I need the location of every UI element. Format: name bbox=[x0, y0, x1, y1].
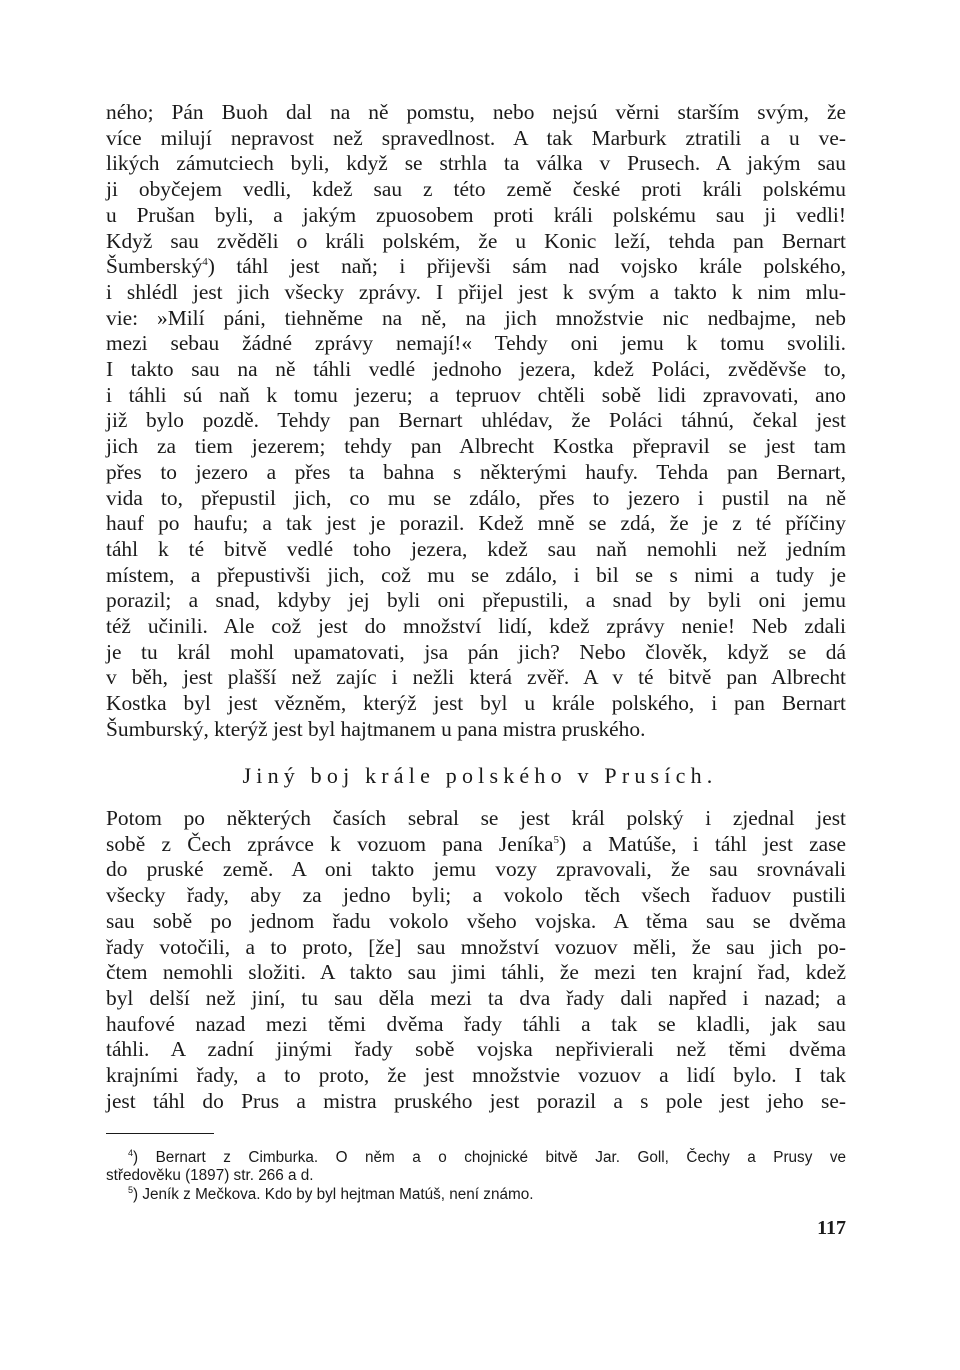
text-line: mezi sebau žádné zprávy nemají!« Tehdy oni jemu k tomu svolili. bbox=[106, 331, 846, 356]
text-line: do pruské země. A oni takto jemu vozy zpravovali, že sau srovnávali bbox=[106, 857, 846, 882]
text-line: v běh, jest plašší než zajíc i nežli která zvěř. A v té bitvě pan Albrecht bbox=[106, 665, 846, 690]
text-line bbox=[106, 832, 846, 858]
text-line: i táhli sú naň k tomu jezeru; a tepruov chtěli sobě lidi zpravovati, ano bbox=[106, 382, 846, 407]
text-line: Potom po některých časích sebral se jest král polský i zjednal jest bbox=[106, 806, 846, 830]
paragraph-1 bbox=[106, 100, 846, 743]
footnote-text: ) Jeník z Mečkova. Kdo by byl hejtman Matúš, není známo. bbox=[133, 1185, 534, 1203]
text-line: všecky řady, aby za jedno byli; a vokolo těch všech řaduov pustili bbox=[106, 883, 846, 908]
line-text: sobě z Čech zprávce k vozuom pana Jeníka bbox=[106, 831, 554, 856]
text-line: čtem nemohli složiti. A takto sau jimi táhli, že mezi ten krajní řad, kdež bbox=[106, 960, 846, 985]
footnote-text: středověku (1897) str. 266 a d. bbox=[106, 1167, 314, 1185]
section-heading: Jiný boj krále polského v Prusích. bbox=[242, 763, 718, 788]
text-line: již bylo pozdě. Tehdy pan Bernart uhlédav, že Poláci táhnú, čekal jest bbox=[106, 408, 846, 433]
text-line: Šumburský, kterýž jest byl hajtmanem u pana mistra pruského. bbox=[106, 716, 646, 741]
line-text: ) a Matúše, i táhl jest zase bbox=[559, 831, 846, 856]
text-line: i shlédl jest jich všecky zprávy. I přijel jest k svým a takto k nim mlu- bbox=[106, 279, 846, 304]
text-line: byl delší než jiní, tu sau děla mezi ta dva řady dali napřed i nazad; a bbox=[106, 985, 846, 1010]
text-line: vie: »Milí páni, tiehněme na ně, na jich množstvie nic nedbajme, neb bbox=[106, 305, 846, 330]
footnote-line bbox=[106, 1186, 846, 1204]
text-line: je tu král mohl upamatovati, jsa pán jich? Nebo člověk, když se dá bbox=[106, 639, 846, 664]
paragraph-2 bbox=[106, 806, 846, 1114]
text-line: likých zámutciech byli, když se strhla ta válka v Prusech. A jakým sau bbox=[106, 151, 846, 176]
text-line: řady votočili, a to proto, [že] sau množství vozuov měli, že sau jich po- bbox=[106, 934, 846, 959]
line-text: Šumberský bbox=[106, 254, 203, 279]
text-line: táhl k té bitvě vedlé toho jezera, kdež sau naň nemohli než jedním bbox=[106, 536, 846, 561]
text-line: ného; Pán Buoh dal na ně pomstu, nebo nejsú věrni starším svým, že bbox=[106, 100, 846, 124]
text-line: místem, a přepustivši jich, což mu se zdálo, i bil se s nimi a tudy je bbox=[106, 562, 846, 587]
text-line: haufové nazad mezi těmi dvěma řady táhli a tak se kladli, jak sau bbox=[106, 1011, 846, 1036]
footnote-number: 4 bbox=[128, 1148, 134, 1158]
footnote-divider bbox=[106, 1133, 214, 1134]
text-line: ji obyčejem vedli, kdež sau z této země české proti králi polskému bbox=[106, 177, 846, 202]
text-line: táhli. A zadní jinými řady sobě vojska nepřivierali než těmi dvěma bbox=[106, 1037, 846, 1062]
footnote-line bbox=[106, 1149, 846, 1167]
text-line bbox=[106, 254, 846, 280]
text-line: Kostka byl jest vězněm, kterýž jest byl u krále polského, i pan Bernart bbox=[106, 691, 846, 716]
text-line: Když sau zvěděli o králi polském, že u Konic leží, tehda pan Bernart bbox=[106, 228, 846, 253]
text-line: u Prušan byli, a jakým zpuosobem proti králi polskému sau ji vedli! bbox=[106, 202, 846, 227]
text-line: porazil; a snad, kdyby jej byli oni přepustili, a snad by byli oni jemu bbox=[106, 588, 846, 613]
text-line: hauf po haufu; a tak jest je porazil. Kdež mně se zdá, že je z té příčiny bbox=[106, 511, 846, 536]
text-line: I takto sau na ně táhli vedlé jednoho jezera, kdež Poláci, zvěděvše to, bbox=[106, 357, 846, 382]
text-line: sau sobě po jednom řadu vokolo všeho vojska. A těma sau se dvěma bbox=[106, 908, 846, 933]
footnote-number: 5 bbox=[128, 1184, 134, 1195]
text-line: jich za tiem jezerem; tehdy pan Albrecht Kostka přepravil se jest tam bbox=[106, 434, 846, 459]
footnote-marker: 4 bbox=[202, 256, 208, 269]
page-number: 117 bbox=[817, 1217, 846, 1239]
text-line: vida to, přepustil jich, co mu se zdálo, přes to jezero i pustil na ně bbox=[106, 485, 846, 510]
footnote-text: ) Bernart z Cimburka. O něm a o chojnické bitvě Jar. Goll, Čechy a Prusy ve bbox=[133, 1149, 846, 1166]
text-line: též učinili. Ale což jest do množství lidí, kdež zprávy nenie! Neb zdali bbox=[106, 614, 846, 639]
footnotes bbox=[106, 1149, 846, 1204]
text-line: přes to jezero a přes ta bahna s některými haufy. Tehda pan Bernart, bbox=[106, 459, 846, 484]
text-line: jest táhl do Prus a mistra pruského jest porazil a s pole jest jeho se- bbox=[106, 1088, 846, 1113]
text-line: krajními řady, a to proto, že jest množstvie vozuov a lidí bylo. I tak bbox=[106, 1063, 846, 1088]
footnote-marker: 5 bbox=[553, 833, 560, 846]
line-text: ) táhl jest naň; i přijevši sám nad vojsko krále polského, bbox=[207, 254, 846, 279]
footnote-line bbox=[106, 1167, 846, 1185]
text-line: více milují nepravost než spravedlnost. A tak Marburk ztratili a u ve- bbox=[106, 125, 846, 150]
